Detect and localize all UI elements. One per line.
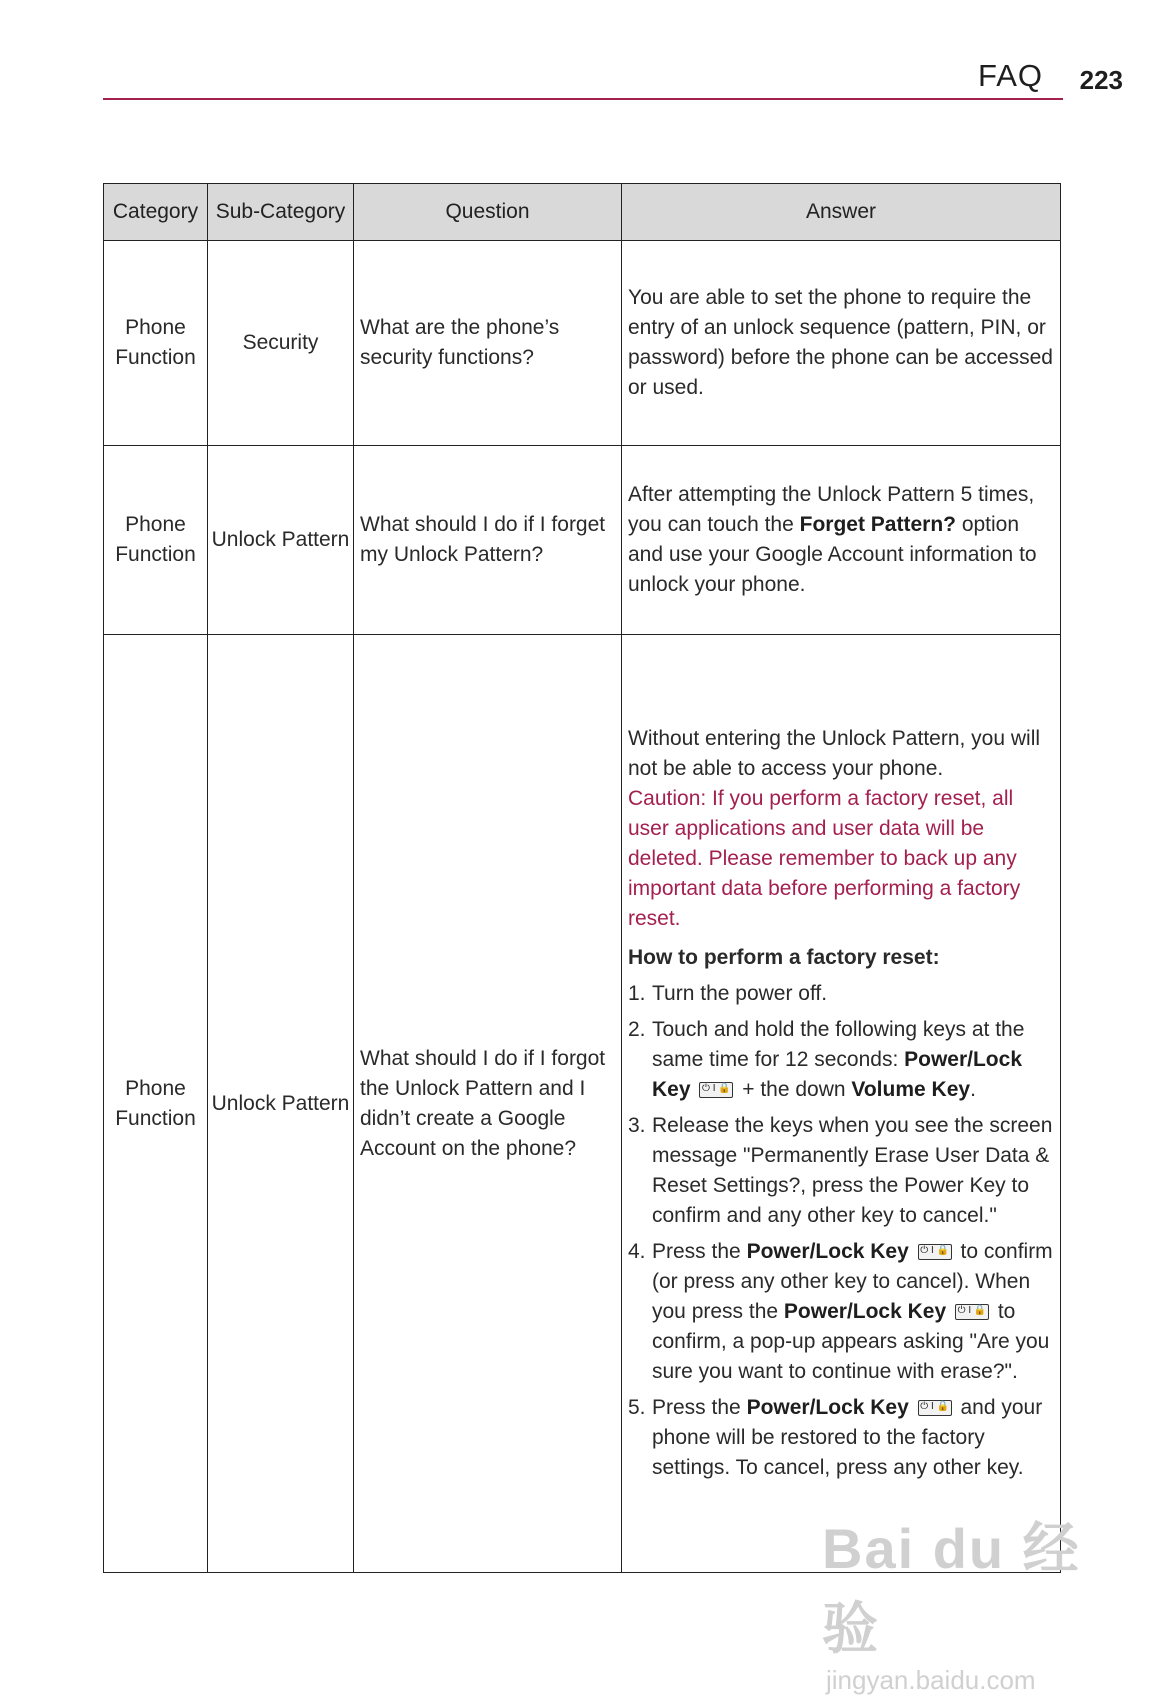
answer-intro: Without entering the Unlock Pattern, you will not be able to access your phone. [628, 727, 1041, 780]
header-rule [103, 98, 1063, 100]
step-number: 2. [628, 1018, 646, 1041]
power-lock-key-icon: ⏻ I 🔒 [699, 1082, 733, 1098]
caution-text: Caution: If you perform a factory reset, all user applications and user data will be deleted. Please remember to back up any important data before performing a factory reset. [628, 787, 1021, 930]
forget-pattern-option: Forget Pattern? [799, 513, 956, 536]
answer-text: After attempting the Unlock Pattern 5 times, you can touch the [628, 483, 1035, 536]
column-header-category: Category [104, 184, 208, 241]
watermark-brand: Bai du 经验 [822, 1517, 1081, 1660]
power-lock-key-icon: ⏻ I 🔒 [955, 1304, 989, 1320]
table-header-row [104, 184, 1061, 241]
answer-cell: You are able to set the phone to require the entry of an unlock sequence (pattern, PIN, or password) before the phone can be accessed or used. [622, 241, 1061, 446]
step-text: . [970, 1078, 976, 1101]
watermark-url: jingyan.baidu.com [826, 1665, 1036, 1695]
step-text: Touch and hold the following keys at the same time for 12 seconds: [652, 1018, 1025, 1071]
page-title: FAQ [977, 58, 1043, 93]
page-header [103, 58, 1123, 104]
step-text: Press the [652, 1240, 741, 1263]
subcategory-cell: Unlock Pattern [208, 446, 354, 635]
volume-key-label: Volume Key [851, 1078, 971, 1101]
column-header-subcategory: Sub-Category [208, 184, 354, 241]
step-text: to confirm (or press any other key to cancel). When you press the [652, 1240, 1053, 1323]
step-number: 1. [628, 982, 646, 1005]
power-lock-key-label: Power/Lock Key [746, 1396, 909, 1419]
table-row [104, 635, 1061, 1573]
column-header-answer: Answer [622, 184, 1061, 241]
power-lock-key-label: Power/Lock Key [652, 1048, 1022, 1101]
faq-table [103, 183, 1061, 1573]
power-lock-key-label: Power/Lock Key [746, 1240, 909, 1263]
table-row [104, 446, 1061, 635]
question-cell: What should I do if I forgot the Unlock Pattern and I didn’t create a Google Account on the phone? [354, 635, 622, 1573]
step-number: 5. [628, 1396, 646, 1419]
question-cell: What should I do if I forget my Unlock Pattern? [354, 446, 622, 635]
list-item [628, 979, 1056, 1009]
factory-reset-steps [628, 979, 1056, 1483]
power-lock-key-icon: ⏻ I 🔒 [918, 1244, 952, 1260]
step-number: 4. [628, 1240, 646, 1263]
answer-text: option and use your Google Account information to unlock your phone. [628, 513, 1037, 596]
list-item [628, 1111, 1056, 1231]
factory-reset-heading: How to perform a factory reset: [628, 946, 940, 969]
power-lock-key-icon: ⏻ I 🔒 [918, 1400, 952, 1416]
step-text: and your phone will be restored to the factory settings. To cancel, press any other key. [652, 1396, 1043, 1479]
list-item [628, 1237, 1056, 1387]
list-item [628, 1015, 1056, 1105]
category-cell: Phone Function [104, 241, 208, 446]
list-item [628, 1393, 1056, 1483]
step-number: 3. [628, 1114, 646, 1137]
step-text: Press the [652, 1396, 741, 1419]
answer-cell [622, 635, 1061, 1573]
step-text: to confirm, a pop-up appears asking "Are you sure you want to continue with erase?". [652, 1300, 1050, 1383]
category-cell: Phone Function [104, 635, 208, 1573]
step-text: Release the keys when you see the screen message "Permanently Erase User Data & Reset Settings?, press the Power Key to confirm and any other key to cancel." [652, 1114, 1053, 1227]
step-text: + the down [742, 1078, 846, 1101]
subcategory-cell: Security [208, 241, 354, 446]
question-cell: What are the phone’s security functions? [354, 241, 622, 446]
step-text: Turn the power off. [652, 982, 828, 1005]
page-number: 223 [1079, 65, 1123, 95]
answer-cell [622, 446, 1061, 635]
power-lock-key-label: Power/Lock Key [783, 1300, 947, 1323]
category-cell: Phone Function [104, 446, 208, 635]
column-header-question: Question [354, 184, 622, 241]
subcategory-cell: Unlock Pattern [208, 635, 354, 1573]
table-row [104, 241, 1061, 446]
